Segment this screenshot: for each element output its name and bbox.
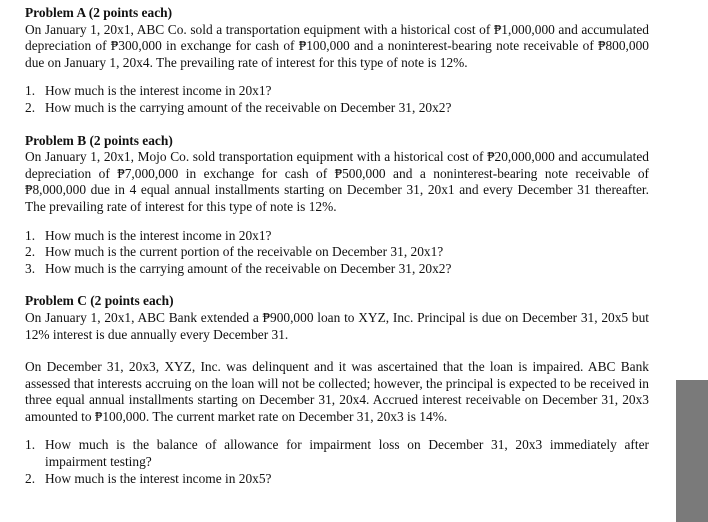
question-number: 2. — [25, 470, 36, 486]
question-item — [25, 244, 649, 261]
question-text: How much is the interest income in 20x5? — [45, 470, 272, 486]
question-item — [25, 228, 649, 245]
problem-a-section — [25, 5, 649, 117]
problem-c-text-2: On December 31, 20x3, XYZ, Inc. was delinquent and it was ascertained that the loan is impaired. ABC Bank assessed that interests accruing on the loan will not be collected; however, the principal is expected to be received in three equal annual installments starting on December 31, 20x4. Accrued interest receivable on December 31, 20x3 amounted to ₱100,000. The current market rate on December 31, 20x3 is 14%. — [25, 359, 649, 424]
problem-a-text: On January 1, 20x1, ABC Co. sold a transportation equipment with a historical cost of ₱1,000,000 and accumulated depreciation of ₱300,000 in exchange for cash of ₱100,000 and a noninterest-bearing note receivable of ₱800,000 due on January 1, 20x4. The prevailing rate of interest for this type of note is 12%. — [25, 21, 649, 70]
scrollbar-thumb[interactable] — [676, 380, 708, 522]
question-number: 1. — [25, 83, 36, 99]
question-number: 2. — [25, 99, 36, 115]
question-text: How much is the current portion of the receivable on December 31, 20x1? — [45, 244, 444, 260]
question-item — [25, 437, 649, 470]
question-item — [25, 100, 649, 117]
question-item — [25, 261, 649, 278]
question-item — [25, 83, 649, 100]
question-number: 1. — [25, 437, 36, 453]
question-text: How much is the interest income in 20x1? — [45, 227, 272, 243]
question-text: How much is the carrying amount of the receivable on December 31, 20x2? — [45, 260, 452, 276]
question-number: 2. — [25, 244, 36, 260]
problem-b-section — [25, 133, 649, 278]
problem-b-title: Problem B (2 points each) — [25, 132, 173, 148]
problem-c-text-1: On January 1, 20x1, ABC Bank extended a ₱900,000 loan to XYZ, Inc. Principal is due on December 31, 20x5 but 12% interest is due annually every December 31. — [25, 309, 649, 342]
question-text: How much is the interest income in 20x1? — [45, 83, 272, 99]
question-number: 3. — [25, 260, 36, 276]
problem-c-title: Problem C (2 points each) — [25, 293, 174, 309]
problem-a-title: Problem A (2 points each) — [25, 5, 173, 20]
problem-a-questions — [25, 83, 649, 116]
problem-c-questions — [25, 437, 649, 487]
problem-b-text: On January 1, 20x1, Mojo Co. sold transportation equipment with a historical cost of ₱20,000,000 and accumulated depreciation of ₱7,000,000 in exchange for cash of ₱500,000 and a noninterest-bearing note receivable of ₱8,000,000 due in 4 equal annual installments starting on December 31, 20x1 and every December 31 thereafter. The prevailing rate of interest for this type of note is 12%. — [25, 149, 649, 214]
problem-b-questions — [25, 228, 649, 278]
question-item — [25, 471, 649, 488]
document-content — [25, 5, 649, 487]
problem-c-section — [25, 293, 649, 487]
question-text: How much is the carrying amount of the receivable on December 31, 20x2? — [45, 99, 452, 115]
question-text: How much is the balance of allowance for impairment loss on December 31, 20x3 immediately after impairment testing? — [45, 437, 649, 470]
question-number: 1. — [25, 227, 36, 243]
